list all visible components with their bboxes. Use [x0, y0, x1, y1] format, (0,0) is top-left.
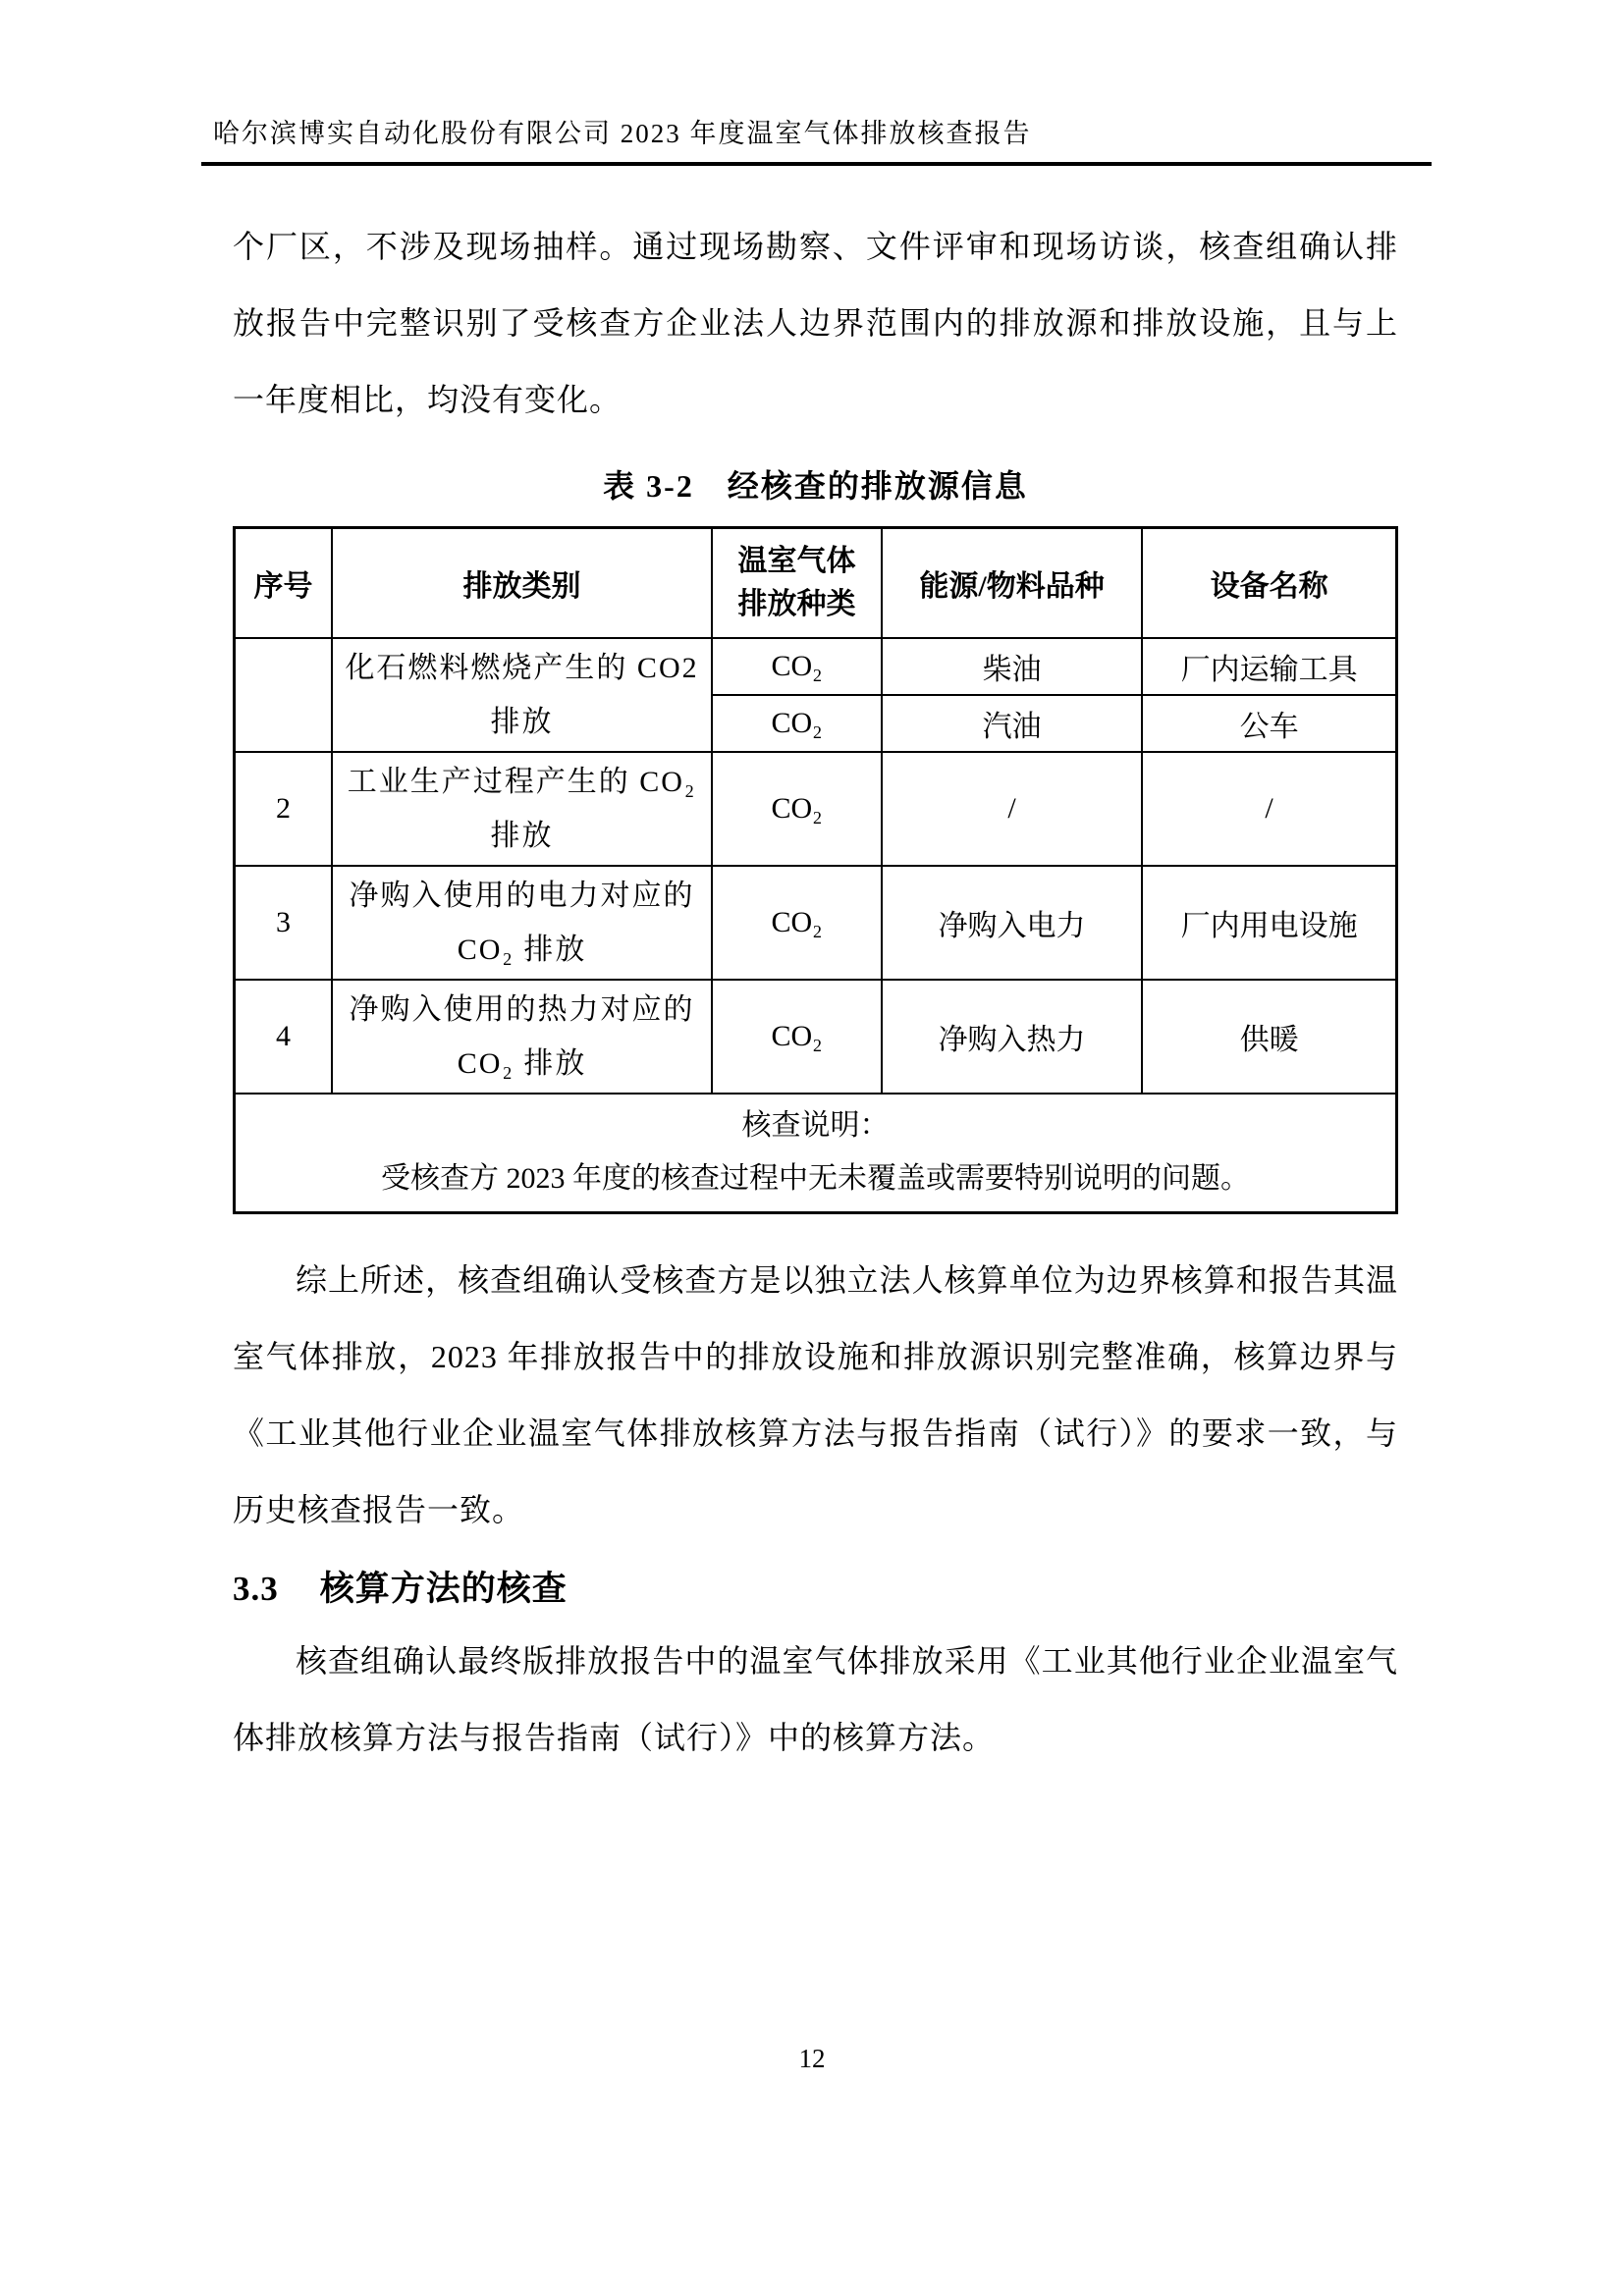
col-header-gas-line2: 排放种类 — [737, 587, 856, 620]
section-heading-3-3 — [233, 1562, 1398, 1611]
cell-gas-process: CO₂ — [712, 752, 882, 866]
cell-category-electricity: 净购入使用的电力对应的 CO₂ 排放 — [332, 866, 712, 980]
table-row-electricity — [235, 866, 1397, 980]
table-row-process — [235, 752, 1397, 866]
paragraph-method-verification: 核查组确认最终版排放报告中的温室气体排放采用《工业其他行业企业温室气体排放核算方法与报告指南（试行）》中的核算方法。 — [233, 1643, 1398, 1755]
cell-serial-4: 4 — [235, 980, 332, 1094]
table-header-row — [235, 528, 1397, 638]
cell-gas-electricity: CO₂ — [712, 866, 882, 980]
col-header-serial: 序号 — [235, 528, 332, 638]
section-number: 3.3 — [233, 1570, 279, 1608]
cell-serial-1 — [235, 638, 332, 752]
cell-energy-heat: 净购入热力 — [882, 980, 1142, 1094]
col-header-gas — [712, 528, 882, 638]
cell-device-heat: 供暖 — [1142, 980, 1396, 1094]
col-header-device: 设备名称 — [1142, 528, 1396, 638]
table-row-heat — [235, 980, 1397, 1094]
cell-energy-diesel: 柴油 — [882, 638, 1142, 695]
col-header-gas-line1: 温室气体 — [737, 544, 856, 577]
cell-serial-2: 2 — [235, 752, 332, 866]
col-header-category: 排放类别 — [332, 528, 712, 638]
running-header-text: 哈尔滨博实自动化股份有限公司 2023 年度温室气体排放核查报告 — [213, 119, 1032, 148]
cell-energy-gasoline: 汽油 — [882, 695, 1142, 752]
verification-note-text: 受核查方 2023 年度的核查过程中无未覆盖或需要特别说明的问题。 — [381, 1162, 1250, 1196]
cell-category-process: 工业生产过程产生的 CO₂ 排放 — [332, 752, 712, 866]
cell-energy-process: / — [882, 752, 1142, 866]
table-row-fossil-diesel — [235, 638, 1397, 695]
cell-gas-gasoline: CO₂ — [712, 695, 882, 752]
table-caption: 表 3-2 经核查的排放源信息 — [603, 468, 1028, 504]
cell-category-heat: 净购入使用的热力对应的 CO₂ 排放 — [332, 980, 712, 1094]
cell-device-gasoline: 公车 — [1142, 695, 1396, 752]
cell-device-electricity: 厂内用电设施 — [1142, 866, 1396, 980]
paragraph-boundary-confirmation: 个厂区，不涉及现场抽样。通过现场勘察、文件评审和现场访谈，核查组确认排放报告中完整识别了受核查方企业法人边界范围内的排放源和排放设施，且与上一年度相比，均没有变化。 — [233, 229, 1398, 417]
page-content — [233, 0, 1398, 1776]
cell-gas-diesel: CO₂ — [712, 638, 882, 695]
verification-note-label: 核查说明： — [741, 1109, 890, 1143]
col-header-energy: 能源/物料品种 — [882, 528, 1142, 638]
section-title: 核算方法的核查 — [319, 1570, 568, 1608]
emission-sources-table — [233, 526, 1398, 1214]
verification-note-cell — [235, 1094, 1397, 1213]
cell-gas-heat: CO₂ — [712, 980, 882, 1094]
cell-category-fossil: 化石燃料燃烧产生的 CO2 排放 — [332, 638, 712, 752]
cell-energy-electricity: 净购入电力 — [882, 866, 1142, 980]
cell-serial-3: 3 — [235, 866, 332, 980]
cell-device-diesel: 厂内运输工具 — [1142, 638, 1396, 695]
paragraph-conclusion: 综上所述，核查组确认受核查方是以独立法人核算单位为边界核算和报告其温室气体排放，2023 年排放报告中的排放设施和排放源识别完整准确，核算边界与《工业其他行业企业温室气体排放核算方法与报告指南（试行）》的要求一致，与历史核查报告一致。 — [233, 1262, 1398, 1527]
table-note-row — [235, 1094, 1397, 1213]
page-number: 12 — [798, 2044, 826, 2073]
cell-device-process: / — [1142, 752, 1396, 866]
